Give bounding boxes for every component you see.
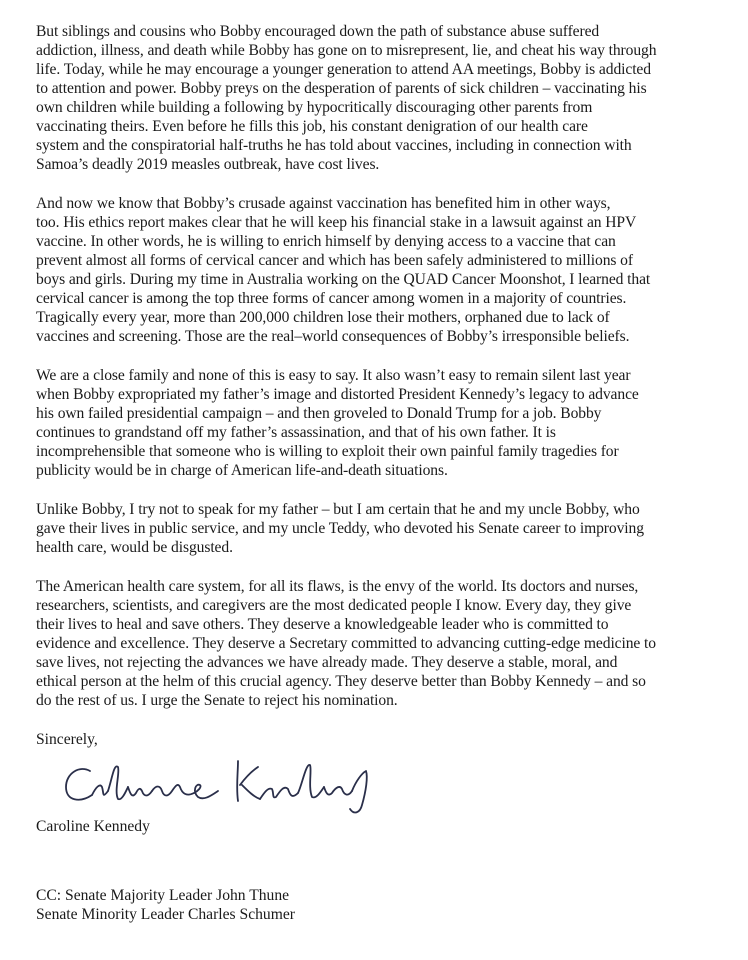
text-line: addiction, illness, and death while Bobby has gone on to misrepresent, lie, and cheat his way through xyxy=(36,42,657,59)
text-line: Samoa’s deadly 2019 measles outbreak, have cost lives. xyxy=(36,156,380,173)
text-line: Unlike Bobby, I try not to speak for my father – but I am certain that he and my uncle Bobby, who xyxy=(36,501,640,518)
text-line: system and the conspiratorial half-truths he has told about vaccines, including in connection with xyxy=(36,137,632,154)
paragraph-gap xyxy=(36,557,736,577)
cc-block xyxy=(36,886,736,924)
paragraph-gap xyxy=(36,346,736,366)
text-line: to attention and power. Bobby preys on the desperation of parents of sick children – vaccinating his xyxy=(36,80,647,97)
closing-salutation: Sincerely, xyxy=(36,731,98,748)
handwritten-signature xyxy=(62,757,402,817)
text-line: own children while building a following by hypocritically discouraging other parents from xyxy=(36,99,593,116)
text-line: evidence and excellence. They deserve a Secretary committed to advancing cutting-edge medicine to xyxy=(36,635,656,652)
paragraph-gap xyxy=(36,174,736,194)
text-line: vaccinating theirs. Even before he fills this job, his constant denigration of our health care xyxy=(36,118,588,135)
paragraph-4 xyxy=(36,500,736,557)
text-line: health care, would be disgusted. xyxy=(36,539,233,556)
text-line: gave their lives in public service, and my uncle Teddy, who devoted his Senate career to improving xyxy=(36,520,644,537)
text-line: We are a close family and none of this is easy to say. It also wasn’t easy to remain silent last year xyxy=(36,367,631,384)
text-line: life. Today, while he may encourage a younger generation to attend AA meetings, Bobby is addicted xyxy=(36,61,651,78)
text-line: publicity would be in charge of American life-and-death situations. xyxy=(36,462,448,479)
text-line: when Bobby expropriated my father’s image and distorted President Kennedy’s legacy to advance xyxy=(36,386,639,403)
paragraph-gap xyxy=(36,480,736,500)
paragraph-3 xyxy=(36,366,736,480)
text-line: their lives to heal and save others. They deserve a knowledgeable leader who is committed to xyxy=(36,616,609,633)
cc-line: CC: Senate Majority Leader John Thune xyxy=(36,887,290,904)
letter-page xyxy=(36,22,736,924)
text-line: prevent almost all forms of cervical cancer and which has been safely administered to millions of xyxy=(36,252,633,269)
text-line: The American health care system, for all its flaws, is the envy of the world. Its doctors and nurses, xyxy=(36,578,639,595)
signature-drawing xyxy=(62,757,402,817)
text-line: continues to grandstand off my father’s assassination, and that of his own father. It is xyxy=(36,424,556,441)
text-line: researchers, scientists, and caregivers are the most dedicated people I know. Every day, they give xyxy=(36,597,632,614)
signer-name: Caroline Kennedy xyxy=(36,818,150,835)
text-line: boys and girls. During my time in Australia working on the QUAD Cancer Moonshot, I learned that xyxy=(36,271,651,288)
text-line: Tragically every year, more than 200,000 children lose their mothers, orphaned due to lack of xyxy=(36,309,610,326)
text-line: save lives, not rejecting the advances we have already made. They deserve a stable, moral, and xyxy=(36,654,618,671)
text-line: But siblings and cousins who Bobby encouraged down the path of substance abuse suffered xyxy=(36,23,600,40)
text-line: his own failed presidential campaign – and then groveled to Donald Trump for a job. Bobby xyxy=(36,405,602,422)
paragraph-1 xyxy=(36,22,736,174)
paragraph-gap xyxy=(36,710,736,730)
text-line: do the rest of us. I urge the Senate to reject his nomination. xyxy=(36,692,398,709)
paragraph-5 xyxy=(36,577,736,710)
text-line: vaccines and screening. Those are the real–world consequences of Bobby’s irresponsible beliefs. xyxy=(36,328,630,345)
text-line: too. His ethics report makes clear that he will keep his financial stake in a lawsuit against an HPV xyxy=(36,214,637,231)
cc-line: Senate Minority Leader Charles Schumer xyxy=(36,906,295,923)
text-line: ethical person at the helm of this crucial agency. They deserve better than Bobby Kennedy – and so xyxy=(36,673,646,690)
paragraph-2 xyxy=(36,194,736,346)
text-line: And now we know that Bobby’s crusade against vaccination has benefited him in other ways, xyxy=(36,195,611,212)
text-line: vaccine. In other words, he is willing to enrich himself by denying access to a vaccine that can xyxy=(36,233,616,250)
text-line: incomprehensible that someone who is willing to exploit their own painful family tragedies for xyxy=(36,443,619,460)
text-line: cervical cancer is among the top three forms of cancer among women in a majority of countries. xyxy=(36,290,627,307)
